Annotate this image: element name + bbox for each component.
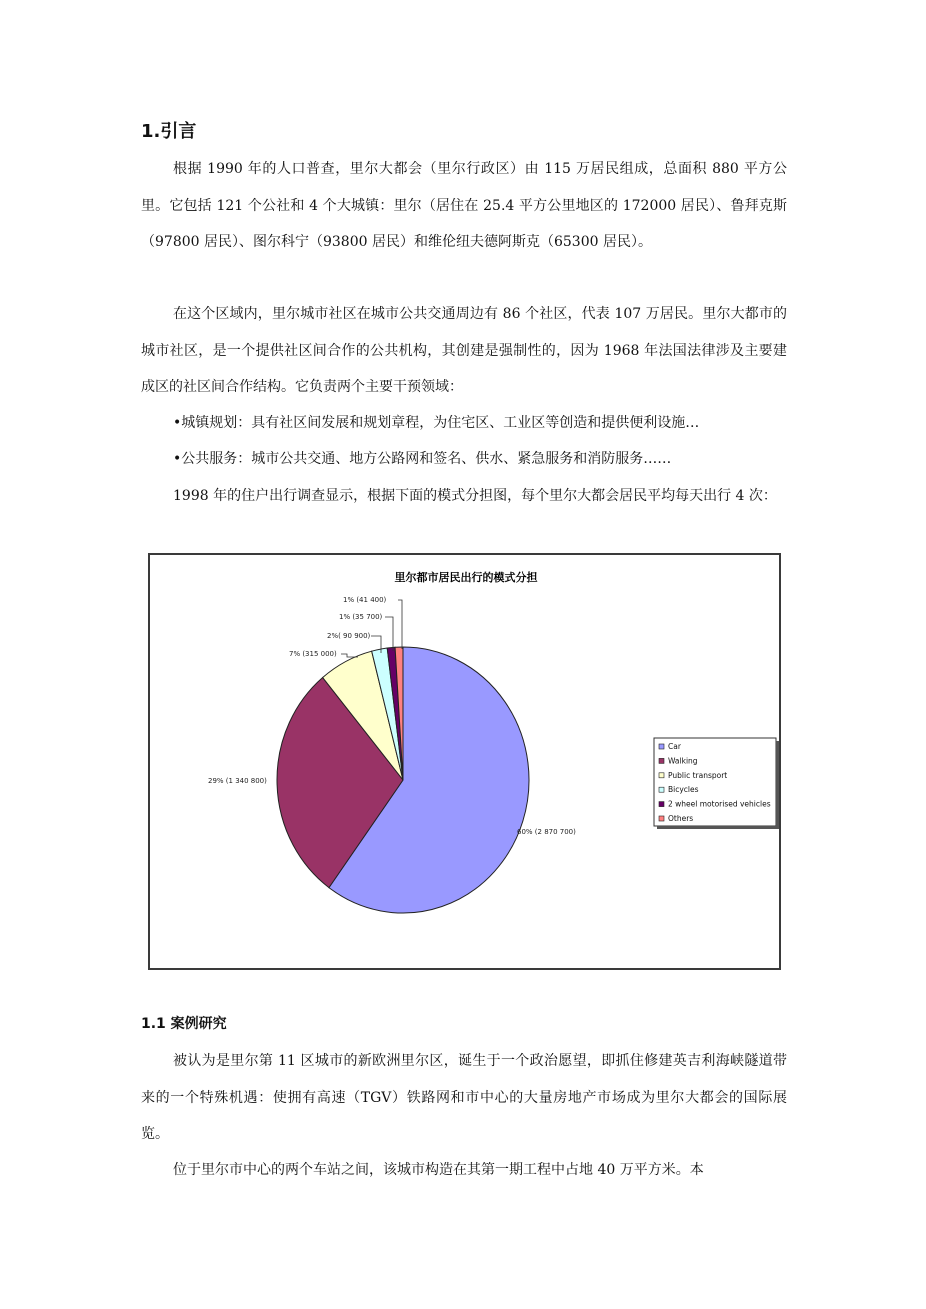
legend-swatch <box>659 816 664 821</box>
legend-swatch <box>659 773 664 778</box>
legend-entry: Car <box>668 742 681 751</box>
chart-title: 里尔都市居民出行的模式分担 <box>394 571 538 584</box>
slice-data-label: 60% (2 870 700) <box>517 828 576 836</box>
mode-share-chart <box>148 553 781 970</box>
slice-data-label: 29% (1 340 800) <box>208 777 267 785</box>
section-heading: 1.引言 <box>141 121 197 142</box>
legend-swatch <box>659 787 664 792</box>
legend-entry: 2 wheel motorised vehicles <box>668 799 771 809</box>
bullet-urban-planning: •城镇规划：具有社区间发展和规划章程，为住宅区、工业区等创造和提供便利设施… <box>173 415 700 431</box>
slice-data-label: 7% (315 000) <box>289 650 337 658</box>
slice-data-label: 1% (35 700) <box>339 613 383 621</box>
legend-swatch <box>659 758 664 763</box>
legend-entry: Public transport <box>668 770 728 780</box>
paragraph-location: 位于里尔市中心的两个车站之间，该城市构造在其第一期工程中占地 40 万平方米。本 <box>173 1162 704 1178</box>
paragraph-census: 根据 1990 年的人口普查，里尔大都会（里尔行政区）由 115 万居民组成，总面积 880 平方公里。它包括 121 个公社和 4 个大城镇：里尔（居住在 25.4 平方公里地区的 172000 居民）、鲁拜克斯（97800 居民）、图尔科宁（93800 居民）和维伦纽夫德阿斯克（65300 居民）。 <box>141 161 787 250</box>
legend-entry: Others <box>668 814 694 823</box>
legend-entry: Bicycles <box>668 785 699 795</box>
slice-data-label: 2%( 90 900) <box>327 632 371 640</box>
paragraph-survey: 1998 年的住户出行调查显示，根据下面的模式分担图，每个里尔大都会居民平均每天出行 4 次： <box>173 488 777 504</box>
legend-swatch <box>659 744 664 749</box>
chart-legend <box>654 738 779 829</box>
slice-data-label: 1% (41 400) <box>343 596 387 604</box>
leader-line <box>385 617 393 651</box>
paragraph-euralille: 被认为是里尔第 11 区城市的新欧洲里尔区，诞生于一个政治愿望，即抓住修建英吉利海峡隧道带来的一个特殊机遇：使拥有高速（TGV）铁路网和市中心的大量房地产市场成为里尔大都会的国际展览。 <box>141 1053 787 1142</box>
subsection-heading: 1.1 案例研究 <box>141 1016 227 1032</box>
legend-entry: Walking <box>668 756 698 766</box>
paragraph-community: 在这个区域内，里尔城市社区在城市公共交通周边有 86 个社区，代表 107 万居民。里尔大都市的城市社区，是一个提供社区间合作的公共机构，其创建是强制性的，因为 1968 年法国法律涉及主要建成区的社区间合作结构。它负责两个主要干预领域： <box>141 306 787 395</box>
legend-swatch <box>659 802 664 807</box>
leader-line <box>398 600 402 649</box>
bullet-public-services: •公共服务：城市公共交通、地方公路网和签名、供水、紧急服务和消防服务…… <box>173 451 672 467</box>
